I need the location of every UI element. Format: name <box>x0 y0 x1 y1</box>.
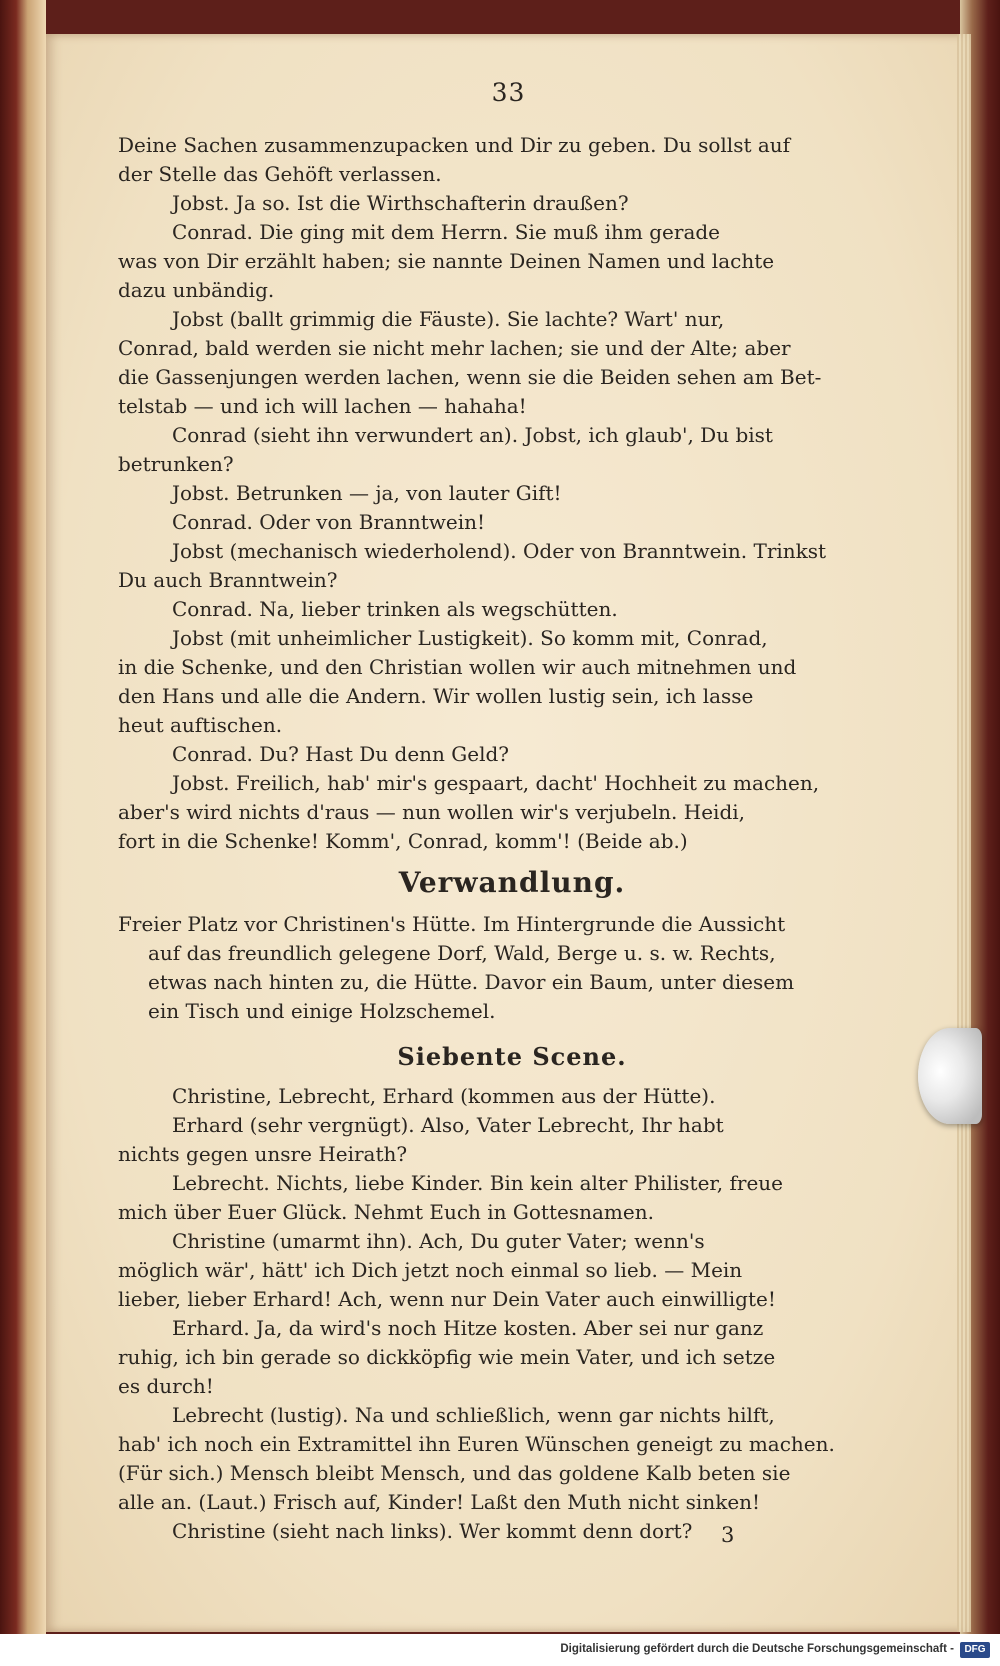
text-line: fort in die Schenke! Komm', Conrad, komm'! (Beide ab.) <box>118 829 688 853</box>
text-line: Erhard (sehr vergnügt). Also, Vater Lebrecht, Ihr habt <box>172 1113 724 1137</box>
dialogue-part-1 <box>118 131 906 856</box>
text-line: die Gassenjungen werden lachen, wenn sie die Beiden sehen am Bet- <box>118 365 822 389</box>
dfg-logo: DFG <box>960 1642 990 1658</box>
text-line: betrunken? <box>118 452 234 476</box>
page-stack-edge <box>957 34 971 1632</box>
scanner-thumb <box>918 1028 982 1124</box>
text-line: aber's wird nichts d'raus — nun wollen wir's verjubeln. Heidi, <box>118 800 746 824</box>
page-number: 33 <box>491 78 526 107</box>
text-line: der Stelle das Gehöft verlassen. <box>118 162 442 186</box>
text-line: Du auch Branntwein? <box>118 568 338 592</box>
text-line: telstab — und ich will lachen — hahaha! <box>118 394 527 418</box>
text-line: nichts gegen unsre Heirath? <box>118 1142 408 1166</box>
text-line: Jobst. Betrunken — ja, von lauter Gift! <box>172 481 562 505</box>
book-binding-left <box>0 0 46 1666</box>
text-line: Conrad. Na, lieber trinken als wegschütten. <box>172 597 618 621</box>
text-line: alle an. (Laut.) Frisch auf, Kinder! Laßt den Muth nicht sinken! <box>118 1490 761 1514</box>
text-line: den Hans und alle die Andern. Wir wollen lustig sein, ich lasse <box>118 684 754 708</box>
text-line: heut auftischen. <box>118 713 283 737</box>
stage-direction <box>118 910 906 1026</box>
text-line: etwas nach hinten zu, die Hütte. Davor ein Baum, unter diesem <box>148 970 795 994</box>
text-line: in die Schenke, und den Christian wollen wir auch mitnehmen und <box>118 655 797 679</box>
footer-bar <box>0 1634 1000 1666</box>
text-line: Conrad. Die ging mit dem Herrn. Sie muß ihm gerade <box>172 220 721 244</box>
text-line: dazu unbändig. <box>118 278 275 302</box>
footer-credit: Digitalisierung gefördert durch die Deutsche Forschungsgemeinschaft - <box>560 1643 954 1655</box>
text-line: mich über Euer Glück. Nehmt Euch in Gottesnamen. <box>118 1200 654 1224</box>
text-line: Jobst. Ja so. Ist die Wirthschafterin draußen? <box>172 191 629 215</box>
dialogue-part-2 <box>118 1082 906 1546</box>
heading-verwandlung: Verwandlung. <box>398 866 626 899</box>
text-line: Conrad. Oder von Branntwein! <box>172 510 486 534</box>
text-line: Christine, Lebrecht, Erhard (kommen aus der Hütte). <box>172 1084 716 1108</box>
text-line: auf das freundlich gelegene Dorf, Wald, Berge u. s. w. Rechts, <box>148 941 776 965</box>
text-line: was von Dir erzählt haben; sie nannte Deinen Namen und lachte <box>118 249 775 273</box>
text-line: Deine Sachen zusammenzupacken und Dir zu geben. Du sollst auf <box>118 133 791 157</box>
text-line: es durch! <box>118 1374 214 1398</box>
page-text <box>118 131 906 1546</box>
text-line: lieber, lieber Erhard! Ach, wenn nur Dein Vater auch einwilligte! <box>118 1287 776 1311</box>
text-line: ein Tisch und einige Holzschemel. <box>148 999 496 1023</box>
text-line: Christine (umarmt ihn). Ach, Du guter Vater; wenn's <box>172 1229 705 1253</box>
text-line: Jobst (mit unheimlicher Lustigkeit). So komm mit, Conrad, <box>172 626 768 650</box>
text-line: Christine (sieht nach links). Wer kommt denn dort? <box>172 1519 693 1543</box>
text-line: (Für sich.) Mensch bleibt Mensch, und das goldene Kalb beten sie <box>118 1461 791 1485</box>
text-line: Jobst (mechanisch wiederholend). Oder von Branntwein. Trinkst <box>172 539 827 563</box>
text-line: Lebrecht (lustig). Na und schließlich, wenn gar nichts hilft, <box>172 1403 775 1427</box>
text-line: Lebrecht. Nichts, liebe Kinder. Bin kein alter Philister, freue <box>172 1171 783 1195</box>
text-line: Conrad, bald werden sie nicht mehr lachen; sie und der Alte; aber <box>118 336 791 360</box>
text-line: hab' ich noch ein Extramittel ihn Euren Wünschen geneigt zu machen. <box>118 1432 835 1456</box>
text-line: möglich wär', hätt' ich Dich jetzt noch einmal so lieb. — Mein <box>118 1258 743 1282</box>
heading-scene: Siebente Scene. <box>397 1042 627 1071</box>
text-line: Conrad (sieht ihn verwundert an). Jobst, ich glaub', Du bist <box>172 423 773 447</box>
text-line: Conrad. Du? Hast Du denn Geld? <box>172 742 510 766</box>
text-line: Freier Platz vor Christinen's Hütte. Im Hintergrunde die Aussicht <box>118 912 786 936</box>
text-line: Erhard. Ja, da wird's noch Hitze kosten. Aber sei nur ganz <box>172 1316 764 1340</box>
text-line: Jobst (ballt grimmig die Fäuste). Sie lachte? Wart' nur, <box>172 307 725 331</box>
signature-mark: 3 <box>721 1523 735 1547</box>
text-line: Jobst. Freilich, hab' mir's gespaart, dacht' Hochheit zu machen, <box>172 771 820 795</box>
text-line: ruhig, ich bin gerade so dickköpfig wie mein Vater, und ich setze <box>118 1345 776 1369</box>
book-page <box>46 34 971 1632</box>
